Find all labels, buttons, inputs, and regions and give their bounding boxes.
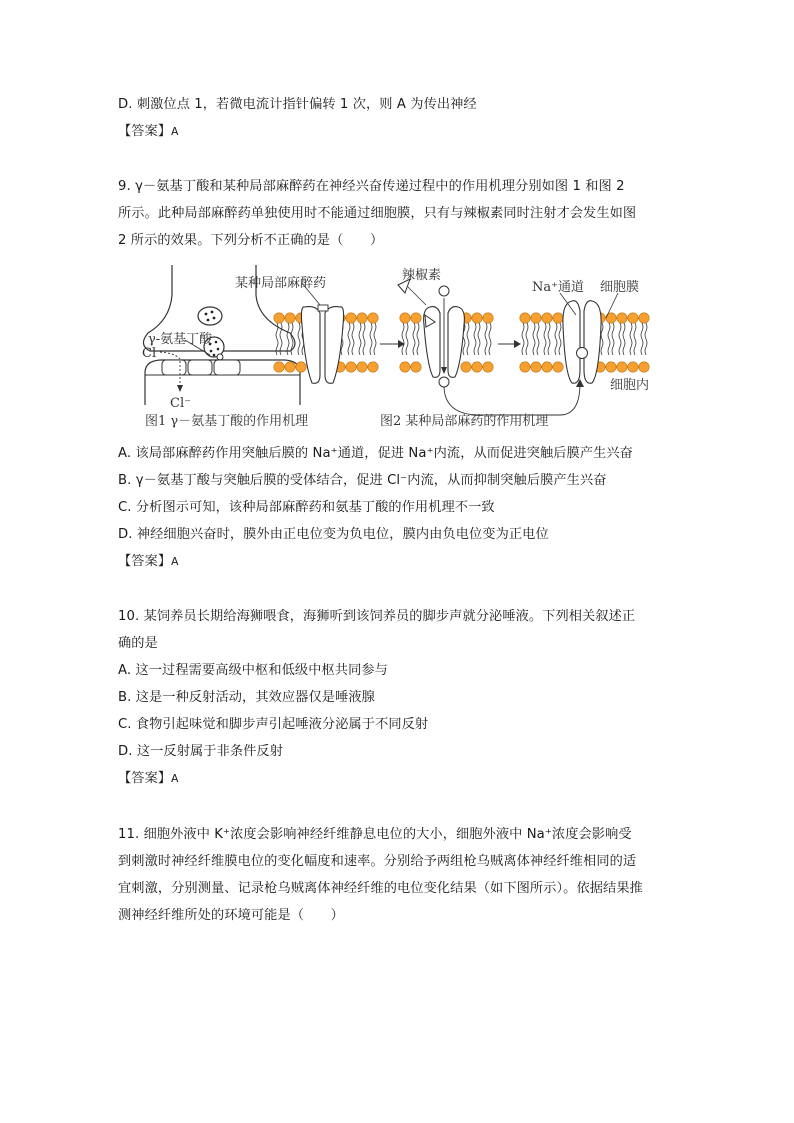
q9-option-c: C. 分析图示可知，该种局部麻醉药和氨基丁酸的作用机理不一致: [118, 500, 495, 515]
q9-option-b: B. γ－氨基丁酸与突触后膜的受体结合，促进 Cl⁻内流，从而抑制突触后膜产生兴奋: [118, 473, 607, 488]
q10-answer: [118, 771, 178, 787]
fig1-cl-top-label: Cl⁻: [142, 346, 163, 361]
fig1-cl-bottom-label: Cl⁻: [170, 396, 191, 411]
fig2-caption: 图2 某种局部麻药的作用机理: [380, 414, 549, 429]
fig2-anesthetic-label: 某种局部麻醉药: [235, 276, 327, 291]
q9-option-a: A. 该局部麻醉药作用突触后膜的 Na⁺通道，促进 Na⁺内流，从而促进突触后膜产生兴奋: [118, 446, 633, 461]
q10-option-d: D. 这一反射属于非条件反射: [118, 744, 283, 759]
q10-stem-line-1: 10. 某饲养员长期给海狮喂食，海狮听到该饲养员的脚步声就分泌唾液。下列相关叙述正: [118, 609, 636, 624]
q10-option-b: B. 这是一种反射活动，其效应器仅是唾液腺: [118, 690, 375, 705]
fig2-na-channel-label: Na⁺通道: [532, 280, 584, 295]
fig1-gaba-label: γ-氨基丁酸: [148, 332, 213, 347]
q11-stem-line-1: 11. 细胞外液中 K⁺浓度会影响神经纤维静息电位的大小，细胞外液中 Na⁺浓度会影响受: [118, 827, 632, 842]
q10-option-c: C. 食物引起味觉和脚步声引起唾液分泌属于不同反射: [118, 717, 429, 732]
q8-option-d: D. 刺激位点 1，若微电流计指针偏转 1 次，则 A 为传出神经: [118, 97, 477, 112]
q9-answer: [118, 554, 178, 570]
answer-label: 【答案】: [118, 124, 172, 139]
fig2-panel-anesthetic: [235, 276, 405, 383]
q9-figure: [140, 265, 660, 430]
q11-stem-line-2: 到刺激时神经纤维膜电位的变化幅度和速率。分别给予两组枪乌贼离体神经纤维相同的适: [118, 854, 637, 869]
q9-stem-line-3: 2 所示的效果。下列分析不正确的是（ ）: [118, 233, 384, 248]
q9-stem-line-1: 9. γ－氨基丁酸和某种局部麻醉药在神经兴奋传递过程中的作用机理分别如图 1 和图 2: [118, 179, 625, 194]
answer-value: A: [171, 125, 179, 139]
answer-label: 【答案】: [118, 771, 172, 786]
q9-option-d: D. 神经细胞兴奋时，膜外由正电位变为负电位，膜内由负电位变为正电位: [118, 527, 549, 542]
q8-answer: [118, 124, 178, 140]
q11-stem-line-4: 测神经纤维所处的环境可能是（ ）: [118, 908, 344, 923]
answer-label: 【答案】: [118, 554, 172, 569]
q10-stem-line-2: 确的是: [118, 636, 158, 651]
fig2-capsaicin-label: 辣椒素: [402, 268, 442, 283]
answer-value: A: [171, 772, 179, 786]
fig2-membrane-label: 细胞膜: [600, 280, 640, 295]
q9-stem-line-2: 所示。此种局部麻醉药单独使用时不能通过细胞膜，只有与辣椒素同时注射才会发生如图: [118, 206, 637, 221]
q10-option-a: A. 这一过程需要高级中枢和低级中枢共同参与: [118, 663, 388, 678]
fig2-intracellular-label: 细胞内: [610, 378, 650, 393]
q11-stem-line-3: 宜刺激，分别测量、记录枪乌贼离体神经纤维的电位变化结果（如下图所示）。依据结果推: [118, 881, 643, 896]
fig2-panel-na-channel: [520, 280, 649, 393]
synapse-membrane-diagram: [140, 265, 660, 430]
fig1-caption: 图1 γ－氨基丁酸的作用机理: [145, 414, 309, 429]
answer-value: A: [171, 555, 179, 569]
